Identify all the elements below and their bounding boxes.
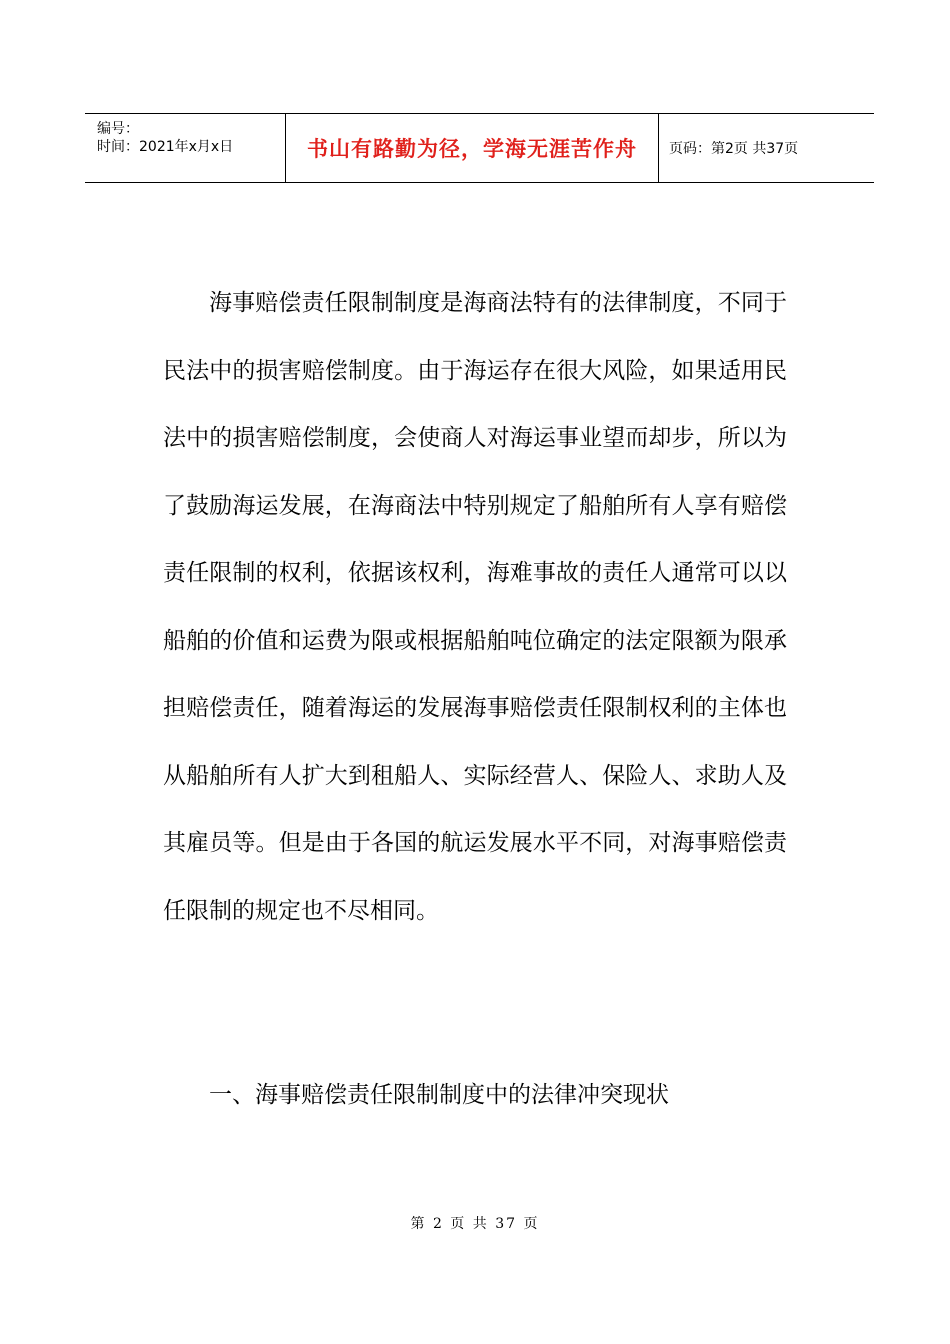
time-label: 时间：2021年x月x日 [97, 139, 234, 155]
header-page-cell [659, 114, 874, 182]
number-label: 编号： [97, 121, 139, 137]
section-heading: 一、海事赔偿责任限制制度中的法律冲突现状 [209, 1082, 669, 1108]
page-info: 页码：第2页 共37页 [669, 141, 799, 157]
motto-text: 书山有路勤为径，学海无涯苦作舟 [307, 137, 637, 161]
document-header [85, 113, 874, 183]
header-meta-cell [85, 114, 286, 182]
page-footer: 第 2 页 共 37 页 [410, 1216, 540, 1232]
main-content [163, 270, 787, 945]
body-paragraph: 海事赔偿责任限制制度是海商法特有的法律制度，不同于民法中的损害赔偿制度。由于海运存在很大风险，如果适用民法中的损害赔偿制度，会使商人对海运事业望而却步，所以为了鼓励海运发展，在海商法中特别规定了船舶所有人享有赔偿责任限制的权利，依据该权利，海难事故的责任人通常可以以船舶的价值和运费为限或根据船舶吨位确定的法定限额为限承担赔偿责任，随着海运的发展海事赔偿责任限制权利的主体也从船舶所有人扩大到租船人、实际经营人、保险人、求助人及其雇员等。但是由于各国的航运发展水平不同，对海事赔偿责任限制的规定也不尽相同。 [163, 290, 787, 924]
header-motto-cell [286, 114, 659, 182]
